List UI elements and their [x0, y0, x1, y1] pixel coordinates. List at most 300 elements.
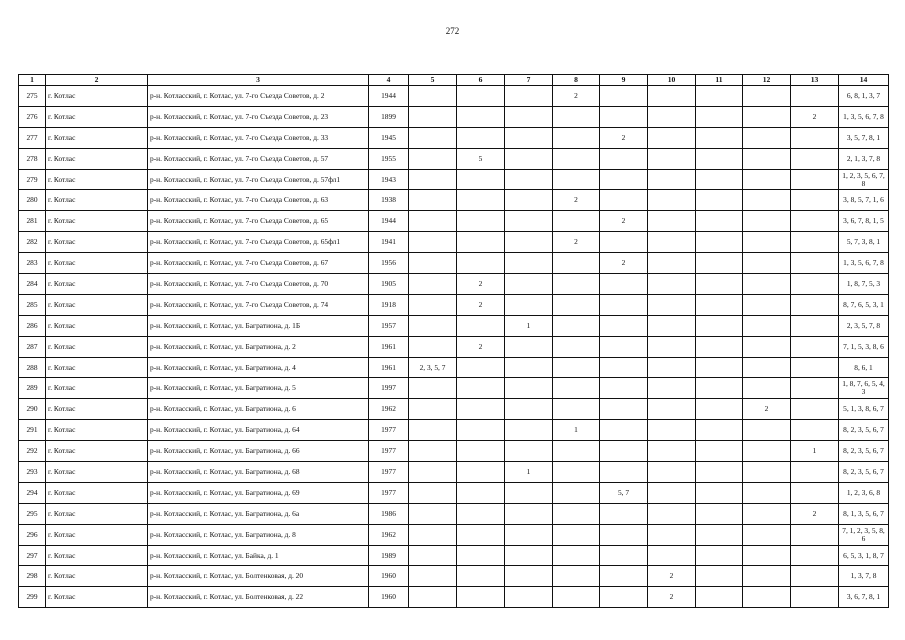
table-cell: [409, 211, 457, 232]
table-cell: [696, 148, 743, 169]
table-cell: 293: [19, 462, 46, 483]
table-cell: р-н. Котласский, г. Котлас, ул. 7-го Съезда Советов, д. 65: [148, 211, 369, 232]
table-cell: [409, 169, 457, 190]
table-cell: г. Котлас: [46, 587, 148, 608]
table-cell: 285: [19, 294, 46, 315]
table-cell: [743, 482, 791, 503]
table-cell: 1956: [369, 253, 409, 274]
table-cell: [791, 211, 839, 232]
table-cell: 1962: [369, 524, 409, 545]
table-cell: 1989: [369, 545, 409, 566]
table-cell: 275: [19, 86, 46, 107]
table-cell: [600, 86, 648, 107]
table-cell: [553, 545, 600, 566]
table-cell: р-н. Котласский, г. Котлас, ул. 7-го Съезда Советов, д. 74: [148, 294, 369, 315]
table-row: [19, 315, 889, 336]
table-cell: 2: [648, 566, 696, 587]
table-row: [19, 294, 889, 315]
table-cell: р-н. Котласский, г. Котлас, ул. Багратиона, д. 66: [148, 441, 369, 462]
table-cell: [505, 399, 553, 420]
table-cell: [505, 86, 553, 107]
table-row: [19, 566, 889, 587]
table-row: [19, 357, 889, 378]
table-cell: [791, 148, 839, 169]
table-cell: [553, 378, 600, 399]
table-cell: [696, 190, 743, 211]
table-cell: 1905: [369, 274, 409, 295]
table-cell: 296: [19, 524, 46, 545]
table-cell: г. Котлас: [46, 106, 148, 127]
table-cell: 1997: [369, 378, 409, 399]
table-cell: 1962: [369, 399, 409, 420]
column-header: 11: [696, 75, 743, 86]
table-cell: 292: [19, 441, 46, 462]
table-cell: [696, 336, 743, 357]
table-cell: [791, 336, 839, 357]
table-cell: [743, 294, 791, 315]
table-cell: 8, 6, 1: [839, 357, 889, 378]
table-cell: [791, 169, 839, 190]
table-cell: г. Котлас: [46, 399, 148, 420]
table-cell: [553, 566, 600, 587]
table-cell: [648, 420, 696, 441]
table-row: [19, 378, 889, 399]
table-cell: 6, 5, 3, 1, 8, 7: [839, 545, 889, 566]
table-cell: [553, 336, 600, 357]
table-cell: [648, 315, 696, 336]
table-cell: г. Котлас: [46, 274, 148, 295]
table-cell: р-н. Котласский, г. Котлас, ул. Багратиона, д. 68: [148, 462, 369, 483]
table-cell: 279: [19, 169, 46, 190]
table-row: [19, 169, 889, 190]
table-cell: 3, 5, 7, 8, 1: [839, 127, 889, 148]
table-cell: 3, 6, 7, 8, 1, 5: [839, 211, 889, 232]
table-cell: 2, 1, 3, 7, 8: [839, 148, 889, 169]
table-cell: 1918: [369, 294, 409, 315]
table-cell: [409, 86, 457, 107]
table-cell: [696, 566, 743, 587]
table-cell: 1977: [369, 462, 409, 483]
table-cell: [505, 420, 553, 441]
table-cell: [743, 462, 791, 483]
table-cell: [743, 232, 791, 253]
table-cell: г. Котлас: [46, 503, 148, 524]
table-cell: 2: [457, 294, 505, 315]
table-cell: [696, 524, 743, 545]
table-cell: 1977: [369, 482, 409, 503]
table-cell: [743, 86, 791, 107]
table-cell: [457, 190, 505, 211]
table-cell: [791, 399, 839, 420]
table-row: [19, 420, 889, 441]
table-cell: [457, 587, 505, 608]
table-cell: [553, 148, 600, 169]
table-cell: [743, 566, 791, 587]
column-header: 13: [791, 75, 839, 86]
table-cell: [600, 587, 648, 608]
table-cell: [505, 587, 553, 608]
table-cell: [409, 462, 457, 483]
table-cell: [696, 127, 743, 148]
table-cell: 288: [19, 357, 46, 378]
table-cell: [505, 336, 553, 357]
table-cell: [648, 86, 696, 107]
table-cell: [696, 357, 743, 378]
column-header: 6: [457, 75, 505, 86]
table-cell: [457, 86, 505, 107]
table-cell: [409, 315, 457, 336]
table-cell: [696, 315, 743, 336]
table-cell: [409, 587, 457, 608]
table-cell: 281: [19, 211, 46, 232]
table-cell: [696, 441, 743, 462]
table-cell: р-н. Котласский, г. Котлас, ул. Багратиона, д. 1Б: [148, 315, 369, 336]
table-cell: 1, 3, 5, 6, 7, 8: [839, 253, 889, 274]
table-cell: р-н. Котласский, г. Котлас, ул. 7-го Съезда Советов, д. 63: [148, 190, 369, 211]
table-cell: [553, 357, 600, 378]
table-cell: [457, 169, 505, 190]
table-cell: [791, 253, 839, 274]
table-cell: [457, 566, 505, 587]
table-cell: [505, 274, 553, 295]
table-cell: 2: [457, 274, 505, 295]
table-cell: р-н. Котласский, г. Котлас, ул. 7-го Съезда Советов, д. 57: [148, 148, 369, 169]
table-cell: [600, 169, 648, 190]
table-cell: г. Котлас: [46, 462, 148, 483]
table-cell: [553, 441, 600, 462]
table-cell: р-н. Котласский, г. Котлас, ул. 7-го Съезда Советов, д. 33: [148, 127, 369, 148]
table-cell: [409, 232, 457, 253]
table-cell: [648, 253, 696, 274]
table-cell: 1, 8, 7, 6, 5, 4, 3: [839, 378, 889, 399]
table-cell: 2: [600, 211, 648, 232]
table-cell: 1961: [369, 357, 409, 378]
table-cell: р-н. Котласский, г. Котлас, ул. 7-го Съезда Советов, д. 2: [148, 86, 369, 107]
table-cell: г. Котлас: [46, 190, 148, 211]
table-cell: [600, 462, 648, 483]
table-cell: [696, 545, 743, 566]
table-cell: [743, 378, 791, 399]
table-cell: 276: [19, 106, 46, 127]
table-cell: 1, 3, 5, 6, 7, 8: [839, 106, 889, 127]
table-cell: г. Котлас: [46, 336, 148, 357]
table-cell: 282: [19, 232, 46, 253]
table-cell: [600, 148, 648, 169]
table-cell: [457, 253, 505, 274]
table-cell: [505, 232, 553, 253]
table-cell: [457, 482, 505, 503]
table-cell: [791, 587, 839, 608]
table-cell: [409, 420, 457, 441]
table-cell: [791, 545, 839, 566]
table-cell: 6, 8, 1, 3, 7: [839, 86, 889, 107]
table-cell: [553, 211, 600, 232]
table-cell: [648, 336, 696, 357]
table-cell: 287: [19, 336, 46, 357]
table-cell: р-н. Котласский, г. Котлас, ул. 7-го Съезда Советов, д. 70: [148, 274, 369, 295]
table-cell: [648, 274, 696, 295]
table-cell: 1945: [369, 127, 409, 148]
table-cell: 5, 7, 3, 8, 1: [839, 232, 889, 253]
table-cell: [648, 545, 696, 566]
table-cell: [791, 127, 839, 148]
table-cell: [696, 169, 743, 190]
table-cell: 1961: [369, 336, 409, 357]
table-cell: [600, 336, 648, 357]
table-cell: г. Котлас: [46, 232, 148, 253]
table-cell: 2: [457, 336, 505, 357]
table-cell: [505, 503, 553, 524]
table-cell: [648, 524, 696, 545]
table-row: [19, 127, 889, 148]
table-row: [19, 462, 889, 483]
table-cell: 1: [553, 420, 600, 441]
table-cell: [648, 232, 696, 253]
table-cell: 283: [19, 253, 46, 274]
table-cell: 1977: [369, 420, 409, 441]
table-cell: р-н. Котласский, г. Котлас, ул. Багратиона, д. 4: [148, 357, 369, 378]
table-cell: р-н. Котласский, г. Котлас, ул. Болтенковая, д. 20: [148, 566, 369, 587]
table-cell: [505, 482, 553, 503]
table-cell: [505, 190, 553, 211]
table-cell: [505, 127, 553, 148]
table-cell: [457, 545, 505, 566]
table-row: [19, 148, 889, 169]
table-cell: [457, 378, 505, 399]
table-cell: [696, 294, 743, 315]
table-cell: 5, 7: [600, 482, 648, 503]
table-cell: [457, 420, 505, 441]
table-row: [19, 86, 889, 107]
table-cell: [505, 545, 553, 566]
table-cell: р-н. Котласский, г. Котлас, ул. 7-го Съезда Советов, д. 67: [148, 253, 369, 274]
table-cell: [505, 566, 553, 587]
table-cell: [743, 127, 791, 148]
table-cell: г. Котлас: [46, 357, 148, 378]
table-cell: 1943: [369, 169, 409, 190]
table-cell: [648, 148, 696, 169]
table-row: [19, 399, 889, 420]
table-cell: [648, 399, 696, 420]
table-cell: [553, 169, 600, 190]
table-cell: [409, 545, 457, 566]
table-cell: [791, 378, 839, 399]
column-header: 1: [19, 75, 46, 86]
table-cell: 277: [19, 127, 46, 148]
table-cell: 8, 2, 3, 5, 6, 7: [839, 420, 889, 441]
table-cell: 1960: [369, 566, 409, 587]
table-cell: [600, 190, 648, 211]
table-cell: [743, 524, 791, 545]
table-cell: г. Котлас: [46, 294, 148, 315]
table-cell: 1899: [369, 106, 409, 127]
table-cell: 2: [791, 503, 839, 524]
table-cell: 278: [19, 148, 46, 169]
table-cell: р-н. Котласский, г. Котлас, ул. 7-го Съезда Советов, д. 65фл1: [148, 232, 369, 253]
table-cell: [743, 420, 791, 441]
table-cell: 8, 2, 3, 5, 6, 7: [839, 462, 889, 483]
table-cell: [791, 315, 839, 336]
table-cell: 280: [19, 190, 46, 211]
table-cell: [553, 274, 600, 295]
table-cell: [696, 86, 743, 107]
table-cell: [743, 441, 791, 462]
table-cell: [696, 211, 743, 232]
table-cell: [457, 524, 505, 545]
table-cell: р-н. Котласский, г. Котлас, ул. Багратиона, д. 69: [148, 482, 369, 503]
table-cell: [409, 253, 457, 274]
column-header: 5: [409, 75, 457, 86]
table-cell: 3, 8, 5, 7, 1, 6: [839, 190, 889, 211]
table-cell: [791, 86, 839, 107]
table-cell: 8, 7, 6, 5, 3, 1: [839, 294, 889, 315]
table-cell: 1: [791, 441, 839, 462]
table-cell: 294: [19, 482, 46, 503]
table-cell: р-н. Котласский, г. Котлас, ул. Багратиона, д. 6а: [148, 503, 369, 524]
column-header: 14: [839, 75, 889, 86]
table-cell: [696, 274, 743, 295]
table-cell: 7, 1, 5, 3, 8, 6: [839, 336, 889, 357]
table-cell: [743, 357, 791, 378]
table-cell: [791, 524, 839, 545]
table-cell: [457, 399, 505, 420]
table-cell: [457, 127, 505, 148]
table-cell: [600, 357, 648, 378]
column-header: 4: [369, 75, 409, 86]
table-cell: [648, 106, 696, 127]
table-cell: [600, 232, 648, 253]
table-cell: р-н. Котласский, г. Котлас, ул. Багратиона, д. 8: [148, 524, 369, 545]
table-cell: [648, 462, 696, 483]
table-cell: г. Котлас: [46, 524, 148, 545]
table-cell: [648, 211, 696, 232]
table-cell: [600, 274, 648, 295]
table-cell: [457, 232, 505, 253]
header-row: [19, 75, 889, 86]
table-cell: [409, 106, 457, 127]
table-cell: [553, 399, 600, 420]
column-header: 7: [505, 75, 553, 86]
table-cell: [409, 399, 457, 420]
table-cell: [409, 336, 457, 357]
table-cell: р-н. Котласский, г. Котлас, ул. 7-го Съезда Советов, д. 23: [148, 106, 369, 127]
table-cell: [600, 566, 648, 587]
table-cell: [791, 294, 839, 315]
column-header: 9: [600, 75, 648, 86]
table-cell: 298: [19, 566, 46, 587]
table-cell: 2: [553, 232, 600, 253]
table-cell: [743, 190, 791, 211]
table-cell: [743, 148, 791, 169]
table-cell: 8, 1, 3, 5, 6, 7: [839, 503, 889, 524]
table-cell: 299: [19, 587, 46, 608]
table-row: [19, 253, 889, 274]
table-cell: [743, 315, 791, 336]
column-header: 12: [743, 75, 791, 86]
table-cell: [648, 127, 696, 148]
table-row: [19, 190, 889, 211]
table-cell: [791, 190, 839, 211]
table-cell: 289: [19, 378, 46, 399]
table-cell: 1, 2, 3, 5, 6, 7, 8: [839, 169, 889, 190]
table-cell: [409, 441, 457, 462]
table-cell: [553, 253, 600, 274]
table-cell: р-н. Котласский, г. Котлас, ул. Багратиона, д. 5: [148, 378, 369, 399]
table-cell: [648, 357, 696, 378]
column-header: 2: [46, 75, 148, 86]
table-cell: 1944: [369, 211, 409, 232]
table-cell: [409, 294, 457, 315]
table-cell: [648, 294, 696, 315]
table-cell: [505, 211, 553, 232]
table-cell: [457, 441, 505, 462]
table-cell: [791, 462, 839, 483]
table-cell: 1, 2, 3, 6, 8: [839, 482, 889, 503]
table-cell: [600, 399, 648, 420]
table-cell: 1: [505, 462, 553, 483]
table-cell: [553, 524, 600, 545]
table-cell: [743, 106, 791, 127]
table-cell: [648, 482, 696, 503]
column-header: 3: [148, 75, 369, 86]
table-cell: [743, 211, 791, 232]
data-table: [18, 74, 889, 608]
table-cell: 1957: [369, 315, 409, 336]
table-cell: 1977: [369, 441, 409, 462]
table-cell: [457, 106, 505, 127]
table-cell: [696, 503, 743, 524]
table-cell: [648, 441, 696, 462]
table-cell: г. Котлас: [46, 127, 148, 148]
table-cell: р-н. Котласский, г. Котлас, ул. Багратиона, д. 64: [148, 420, 369, 441]
table-cell: [696, 462, 743, 483]
table-cell: [409, 190, 457, 211]
table-cell: 295: [19, 503, 46, 524]
table-cell: [409, 503, 457, 524]
table-row: [19, 524, 889, 545]
table-cell: [743, 169, 791, 190]
table-cell: р-н. Котласский, г. Котлас, ул. Багратиона, д. 2: [148, 336, 369, 357]
table-cell: г. Котлас: [46, 420, 148, 441]
table-cell: 286: [19, 315, 46, 336]
table-cell: [457, 315, 505, 336]
table-cell: 2: [600, 253, 648, 274]
table-row: [19, 587, 889, 608]
table-cell: 7, 1, 2, 3, 5, 8, 6: [839, 524, 889, 545]
table-cell: [600, 106, 648, 127]
table-cell: г. Котлас: [46, 211, 148, 232]
table-cell: [696, 106, 743, 127]
table-cell: 290: [19, 399, 46, 420]
page-number: 272: [445, 26, 460, 36]
table-cell: 1960: [369, 587, 409, 608]
table-cell: 1, 8, 7, 5, 3: [839, 274, 889, 295]
table-cell: [505, 294, 553, 315]
table-cell: 2: [553, 86, 600, 107]
table-cell: [743, 545, 791, 566]
table-cell: [743, 253, 791, 274]
table-cell: 1986: [369, 503, 409, 524]
table-cell: 1, 3, 7, 8: [839, 566, 889, 587]
table-cell: г. Котлас: [46, 148, 148, 169]
table-row: [19, 503, 889, 524]
table-cell: [791, 232, 839, 253]
table-cell: 1955: [369, 148, 409, 169]
table-row: [19, 232, 889, 253]
table-cell: р-н. Котласский, г. Котлас, ул. Байка, д. 1: [148, 545, 369, 566]
table-cell: [553, 482, 600, 503]
table-cell: 5, 1, 3, 8, 6, 7: [839, 399, 889, 420]
